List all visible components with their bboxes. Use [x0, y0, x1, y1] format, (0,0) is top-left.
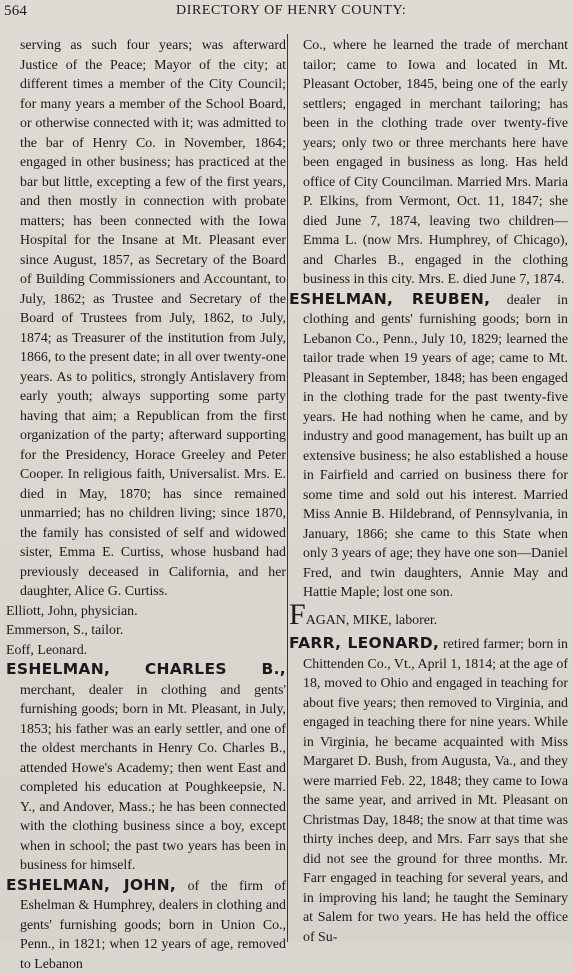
entry-text: dealer in clothing and gents' furnishing goods; born in Lebanon Co., Penn., July 10, 1829; learned the tailor trade when 19 years of age; came to Mt. Pleasant in September, 1848; has been engaged in the clothing trade for the past twenty-five years. He had nothing when he came, and by industry and good management, has built up an extensive business; he also established a house in Fairfield and carried on business there for some time and sold out his interest. Married Miss Annie B. Hildebrand, of Pennsylvania, in January, 1866; she came to this State when only 3 years of age; they have one son—Daniel Fred, and twin daughters, Annie May and Hattie Maple; lost one son.: [303, 293, 568, 601]
entry-text: retired farmer; born in Chittenden Co., Vt., April 1, 1814; at the age of 18, moved to Ohio and engaged in teaching for about five years; then removed to Virginia, and engaged in teaching there for nine years. While in Virginia, he became acquainted with Miss Margaret D. Bush, from Augusta, Va., and they were married Feb. 22, 1848; they came to Iowa the same year, and arrived in Mt. Pleasant on Christmas Day, 1848; the snow at that time was thirty inches deep, and Mrs. Farr says that she did not see the ground for three months. Mr. Farr engaged in teaching for several years, and in improving his land; he taught the Seminary at Salem for two years. He has held the office of Su-: [303, 637, 568, 945]
entry-text: merchant, dealer in clothing and gents' furnishing goods; born in Mt. Pleasant, in July, 1853; his father was an early settler, and one of the oldest merchants in Henry Co. Charles B., attended Howe's Academy; then went East and completed his education at Poughkeepsie, N. Y., and Andover, Mass.; he has been connected with the clothing business since a boy, except when in school; the past two years has been in business for himself.: [20, 683, 286, 874]
entry-name: ESHELMAN, CHARLES B.,: [6, 660, 286, 678]
entry-name: ESHELMAN, REUBEN,: [289, 290, 490, 308]
short-entry: Emmerson, S., tailor.: [6, 621, 286, 641]
running-title: DIRECTORY OF HENRY COUNTY:: [176, 3, 406, 19]
running-head: [0, 0, 573, 26]
continued-entry-text: Co., where he learned the trade of merchant tailor; came to Iowa and located in Mt. Pleasant October, 1845, being one of the early settlers; engaged in merchant tailoring; has been in the clothing trade over twenty-five years; only two or three merchants here have been engaged in business as long. Has held office of City Councilman. Married Mrs. Maria P. Elkins, from Vermont, Oct. 11, 1847; she died June 7, 1874, leaving two children—Emma L. (now Mrs. Humphrey, of Chicago), and Charles B., engaged in the clothing business in this city. Mrs. E. died June 7, 1874.: [289, 36, 568, 290]
column-divider: [287, 34, 288, 942]
right-column: [289, 36, 568, 947]
entry-text: of the firm of Eshelman & Humphrey, dealers in clothing and gents' furnishing goods; born in Union Co., Penn., in 1821; when 12 years of age, removed to Lebanon: [20, 879, 286, 972]
entry-text: AGAN, MIKE, laborer.: [306, 613, 438, 628]
short-entry: Eoff, Leonard.: [6, 641, 286, 661]
entry-eshelman-reuben: [289, 290, 568, 603]
drop-cap-letter: F: [289, 598, 306, 631]
left-column: [6, 36, 286, 974]
entry-eshelman-john: [6, 876, 286, 974]
entry-farr-leonard: [289, 634, 568, 947]
entry-eshelman-charles: [6, 660, 286, 876]
entry-fagan-mike: [289, 605, 568, 631]
page-number: 564: [4, 3, 27, 20]
continued-entry-text: serving as such four years; was afterward Justice of the Peace; Mayor of the city; at different times a member of the City Council; for many years a member of the School Board, or otherwise connected with it; was admitted to the bar of Henry Co. in November, 1864; engaged in other business; has practiced at the bar but little, excepting a few of the first years, and then mostly in connection with probate matters; has been connected with the Iowa Hospital for the Insane at Mt. Pleasant ever since August, 1857, as Secretary of the Board of Building Commissioners and Accountant, to July, 1862; as Trustee and Secretary of the Board of Trustees from July, 1862, to July, 1874; as Treasurer of the institution from July, 1866, to the present date; in all over twenty-one years. As to politics, strongly Antislavery from early youth; always supporting some party having that aim; a Republican from the first organization of the party; afterward supporting for the Presidency, Horace Greeley and Peter Cooper. In religious faith, Universalist. Mrs. E. died in May, 1870; has since remained unmarried; has no children living; since 1870, the family has consisted of self and widowed sister, Emma E. Curtiss, whose husband had previously deceased in California, and her daughter, Alice G. Curtiss.: [6, 36, 286, 602]
entry-name: ESHELMAN, JOHN,: [6, 876, 176, 894]
entry-name: FARR, LEONARD,: [289, 634, 439, 652]
short-entry: Elliott, John, physician.: [6, 602, 286, 622]
